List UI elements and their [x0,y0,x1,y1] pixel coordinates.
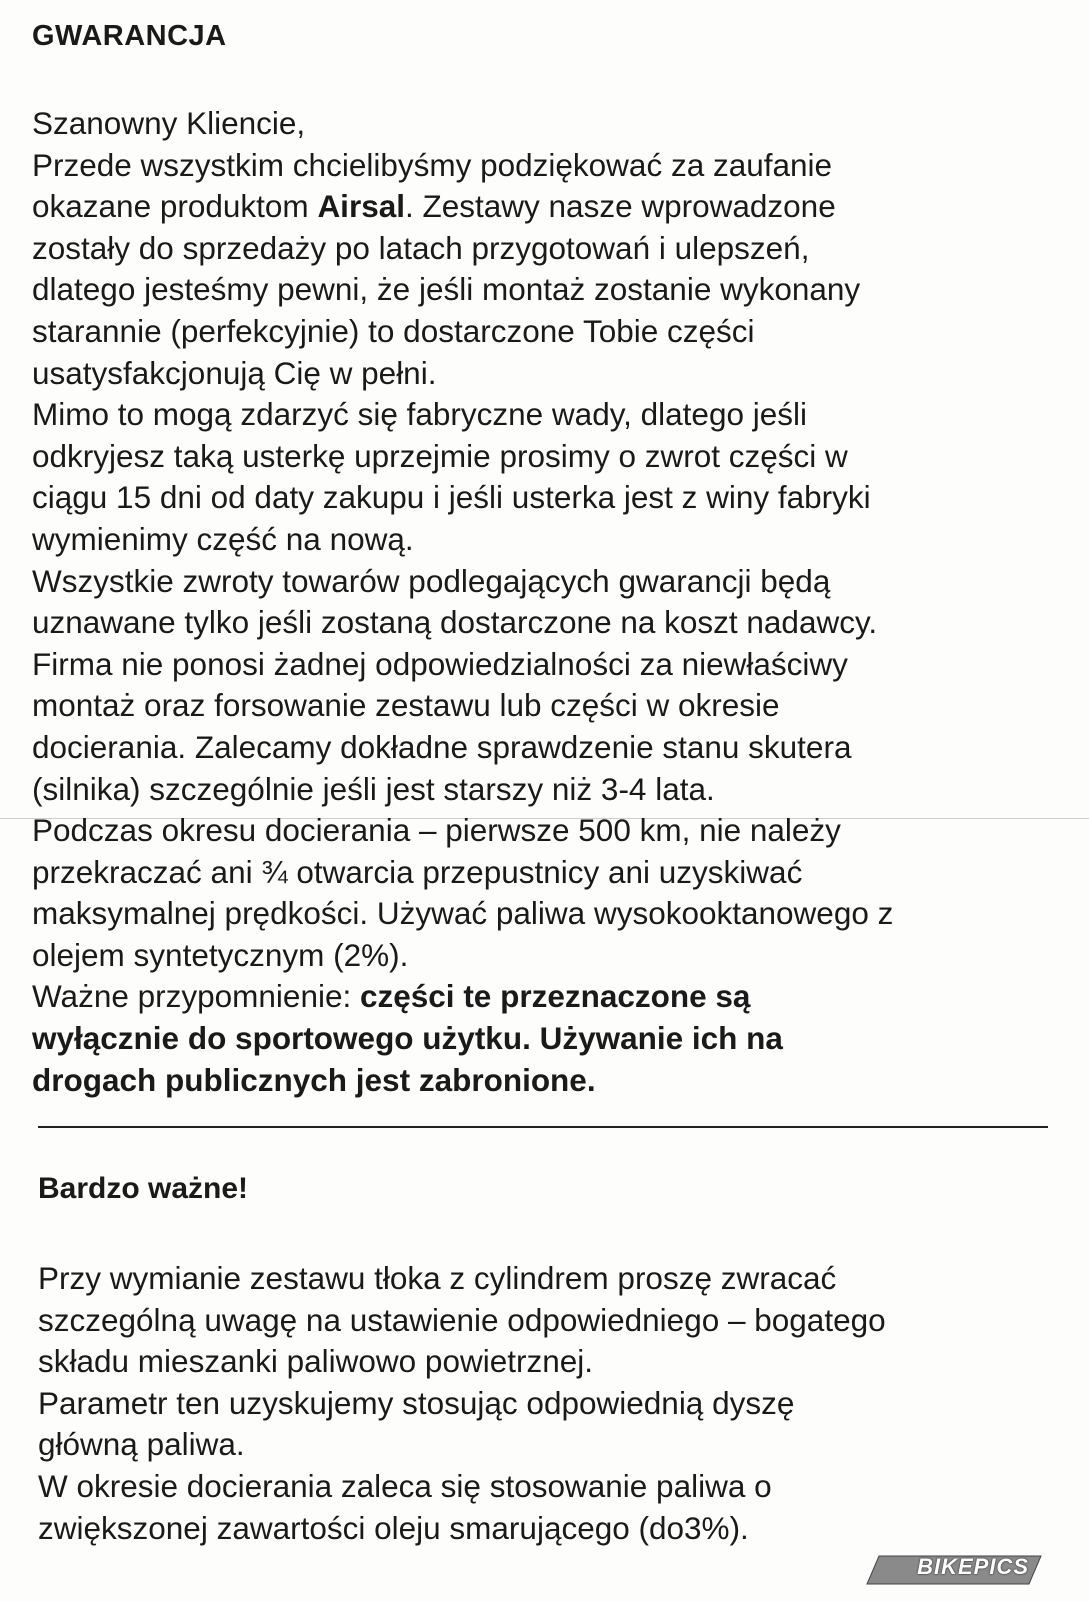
text-run: zostały do sprzedaży po latach przygotowań i ulepszeń, [32,229,810,266]
text-line: główną paliwa. [38,1426,245,1463]
text-line [32,976,1062,1018]
text-line [32,186,1062,228]
text-line [32,685,1062,727]
text-run: uznawane tylko jeśli zostaną dostarczone na koszt nadawcy. [32,604,878,641]
text-run: ciągu 15 dni od daty zakupu i jeśli usterka jest z winy fabryki [32,479,871,516]
text-run: dlatego jesteśmy pewni, że jeśli montaż zostanie wykonany [32,271,861,308]
text-run: wymienimy część na nową. [32,520,414,557]
text-run: olejem syntetycznym (2%). [32,936,409,973]
text-line: Parametr ten uzyskujemy stosując odpowiednią dyszę [38,1384,795,1421]
text-run: starannie (perfekcyjnie) to dostarczone Tobie części [32,312,755,349]
text-line [32,145,1062,187]
text-line [32,1018,1062,1060]
text-line [32,893,1062,935]
bold-text: Airsal [317,188,405,225]
document-title: GWARANCJA [32,20,227,52]
text-run: usatysfakcjonują Cię w pełni. [32,354,437,391]
text-line: składu mieszanki paliwowo powietrznej. [38,1343,594,1380]
text-line [32,394,1062,436]
text-run: Firma nie ponosi żadnej odpowiedzialności za niewłaściwy [32,645,848,682]
text-line [32,103,1062,145]
text-run: Przede wszystkim chcielibyśmy podziękować za zaufanie [32,146,833,183]
text-line [32,436,1062,478]
text-line [32,769,1062,811]
section-divider [38,1126,1048,1128]
text-line [32,1060,1062,1102]
text-run: przekraczać ani ¾ otwarcia przepustnicy ani uzyskiwać [32,853,803,890]
text-line: zwiększonej zawartości oleju smarującego (do3%). [38,1509,749,1546]
text-line [32,269,1062,311]
text-line [32,228,1062,270]
text-line [32,935,1062,977]
text-run: Szanowny Kliencie, [32,105,306,141]
bold-text: wyłącznie do sportowego użytku. Używanie ich na [32,1020,783,1057]
text-run: . Zestawy nasze wprowadzone [405,188,836,225]
important-body [38,1258,1068,1549]
text-line [32,644,1062,686]
text-line [32,519,1062,561]
text-run: odkryjesz taką usterkę uprzejmie prosimy o zwrot części w [32,437,848,474]
text-run: Ważne przypomnienie: [32,978,360,1015]
text-run: montaż oraz forsowanie zestawu lub części w okresie [32,687,780,724]
text-line [32,353,1062,395]
text-line [32,852,1062,894]
text-line: szczególną uwagę na ustawienie odpowiedniego – bogatego [38,1301,886,1338]
text-line [32,477,1062,519]
warranty-body [32,103,1062,1101]
text-run: (silnika) szczególnie jeśli jest starszy niż 3-4 lata. [32,770,715,807]
text-line [32,727,1062,769]
watermark-text: BIKEPICS [917,1554,1029,1579]
important-heading: Bardzo ważne! [38,1172,249,1205]
text-run: okazane produktom [32,188,318,225]
text-line [32,561,1062,603]
text-line [32,311,1062,353]
text-run: maksymalnej prędkości. Używać paliwa wysokooktanowego z [32,895,894,932]
text-line: Przy wymianie zestawu tłoka z cylindrem proszę zwracać [38,1260,837,1296]
text-run: Mimo to mogą zdarzyć się fabryczne wady, dlatego jeśli [32,396,807,433]
text-line [32,602,1062,644]
text-run: Wszystkie zwroty towarów podlegających gwarancji będą [32,562,831,599]
bold-text: drogach publicznych jest zabronione. [32,1061,596,1098]
text-line [32,810,1062,852]
text-run: docierania. Zalecamy dokładne sprawdzenie stanu skutera [32,728,852,765]
text-line: W okresie docierania zaleca się stosowanie paliwa o [38,1467,772,1504]
bold-text: części te przeznaczone są [359,978,751,1015]
text-run: Podczas okresu docierania – pierwsze 500 km, nie należy [32,812,841,849]
